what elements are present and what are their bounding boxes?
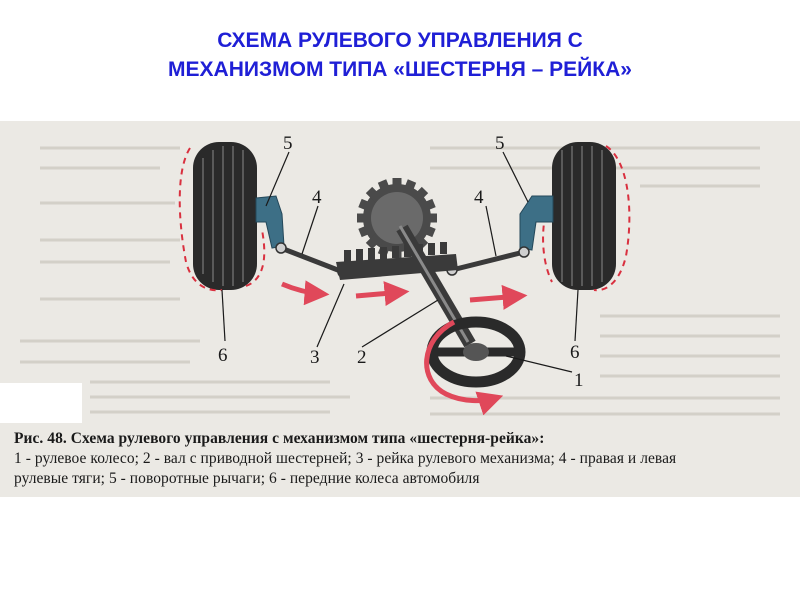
steering-wheel [432,322,520,382]
callout-6-left: 6 [218,345,228,366]
figure-caption [14,429,786,489]
slide-title [0,26,800,84]
callout-1: 1 [574,370,584,391]
caption-title: Рис. 48. Схема рулевого управления с механизмом типа «шестерня-рейка»: [14,430,545,447]
tie-rod-left [281,248,343,272]
steering-arm-right [520,196,553,250]
rack-motion-arrow-left [282,284,322,294]
slide-title-line-2: МЕХАНИЗМОМ ТИПА «ШЕСТЕРНЯ – РЕЙКА» [168,58,632,81]
ball-joint-left [276,243,286,253]
rack-motion-arrow-right [470,296,520,300]
callout-3: 3 [310,347,320,368]
tie-rod-right [452,252,524,270]
callout-5-left: 5 [283,133,293,154]
caption-line-3: рулевые тяги; 5 - поворотные рычаги; 6 - передние колеса автомобиля [14,470,480,487]
ball-joint-right [519,247,529,257]
steering-rack [336,242,458,280]
callout-2: 2 [357,347,367,368]
white-corner-patch [0,383,82,423]
steering-arm-left [256,196,284,248]
front-wheel-right [552,142,616,290]
rack-motion-arrow-center [356,292,402,296]
caption-line-2: 1 - рулевое колесо; 2 - вал с приводной шестерней; 3 - рейка рулевого механизма; 4 - правая и левая [14,450,677,467]
slide-title-line-1: СХЕМА РУЛЕВОГО УПРАВЛЕНИЯ С [217,29,583,52]
callout-6-right: 6 [570,342,580,363]
callout-5-right: 5 [495,133,505,154]
callout-4-right: 4 [474,187,484,208]
front-wheel-left [193,142,257,290]
callout-4-left: 4 [312,187,322,208]
